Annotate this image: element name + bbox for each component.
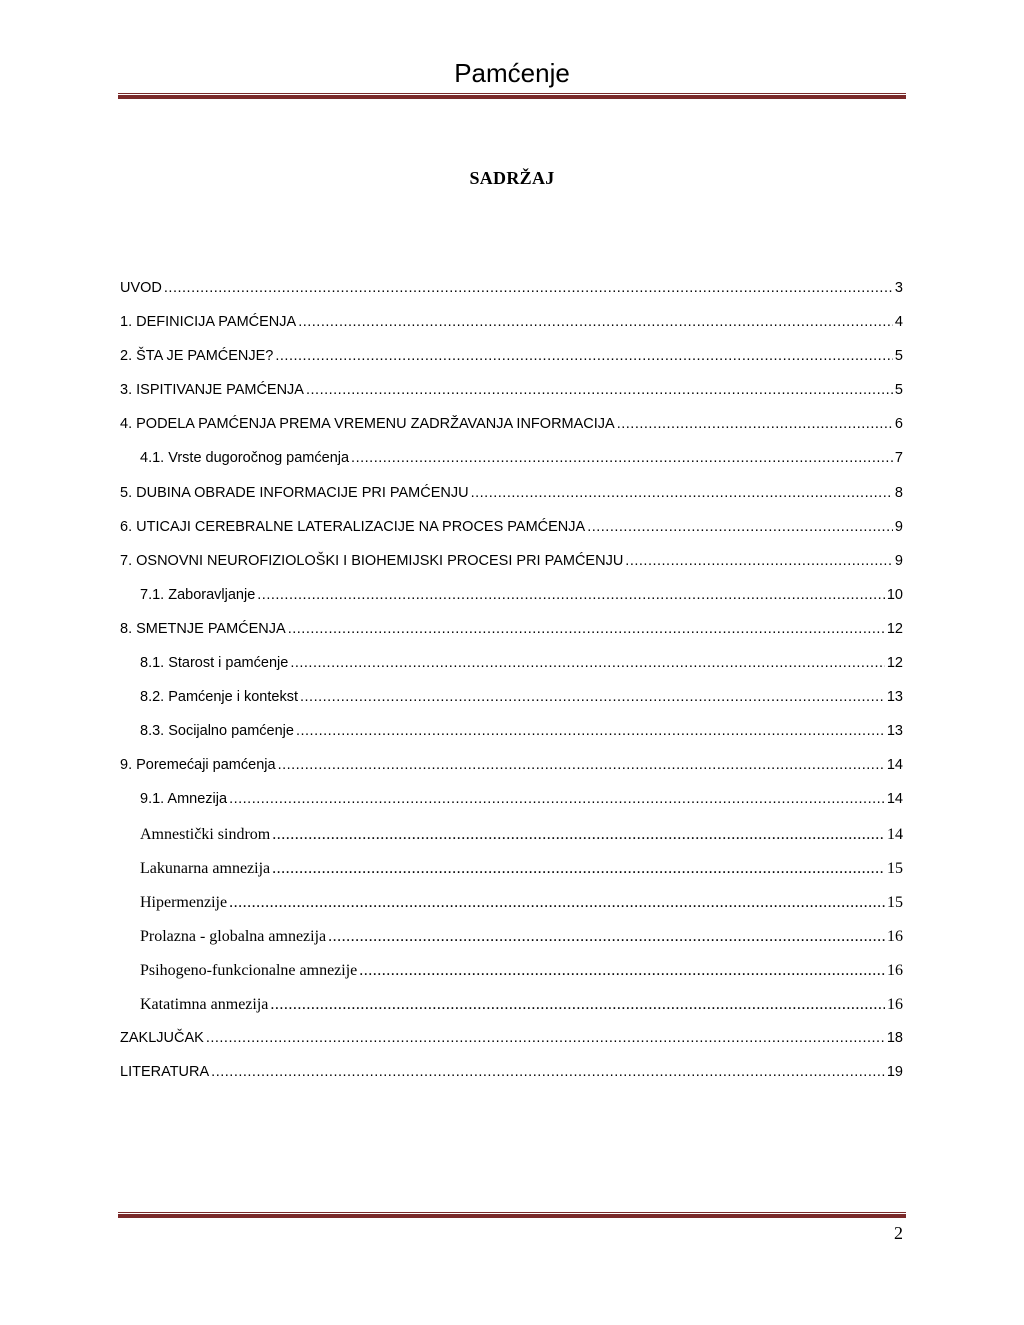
toc-dot-leader xyxy=(306,382,893,398)
footer-rule xyxy=(118,1212,906,1218)
toc-entry[interactable] xyxy=(120,1030,903,1064)
toc-dot-leader xyxy=(617,416,893,432)
toc-entry-label: Hipermenzije xyxy=(140,893,228,911)
toc-entry[interactable] xyxy=(120,450,903,484)
toc-entry-page: 12 xyxy=(886,620,903,637)
toc-entry-label: Psihogeno-funkcionalne amnezije xyxy=(140,961,358,979)
toc-dot-leader xyxy=(206,1030,885,1046)
toc-entry-label: 6. UTICAJI CEREBRALNE LATERALIZACIJE NA PROCES PAMĆENJA xyxy=(120,518,586,535)
toc-dot-leader xyxy=(275,348,893,364)
toc-dot-leader xyxy=(288,621,885,637)
toc-entry[interactable] xyxy=(120,757,903,791)
toc-entry-label: 8.3. Socijalno pamćenje xyxy=(140,723,294,740)
toc-entry-label: 7. OSNOVNI NEUROFIZIOLOŠKI I BIOHEMIJSKI PROCESI PRI PAMĆENJU xyxy=(120,552,624,569)
toc-entry-label: 4.1. Vrste dugoročnog pamćenja xyxy=(140,450,350,467)
toc-entry-page: 5 xyxy=(894,382,903,399)
toc-dot-leader xyxy=(229,791,885,807)
toc-dot-leader xyxy=(328,928,885,946)
toc-heading: SADRŽAJ xyxy=(469,168,555,188)
toc-entry-page: 14 xyxy=(886,757,903,774)
toc-entry-label: Amnestički sindrom xyxy=(140,825,271,843)
table-of-contents xyxy=(120,280,903,1098)
toc-entry[interactable] xyxy=(120,1064,903,1098)
toc-entry[interactable] xyxy=(120,655,903,689)
toc-entry[interactable] xyxy=(120,996,903,1030)
toc-dot-leader xyxy=(257,587,885,603)
toc-entry-label: 3. ISPITIVANJE PAMĆENJA xyxy=(120,382,304,399)
toc-dot-leader xyxy=(359,962,885,980)
toc-entry-label: 8. SMETNJE PAMĆENJA xyxy=(120,620,286,637)
toc-dot-leader xyxy=(272,860,885,878)
toc-entry-page: 15 xyxy=(887,893,903,911)
toc-entry[interactable] xyxy=(120,894,903,928)
toc-dot-leader xyxy=(298,314,893,330)
toc-dot-leader xyxy=(278,757,885,773)
toc-entry-page: 18 xyxy=(886,1030,903,1047)
toc-entry-label: ZAKLJUČAK xyxy=(120,1030,204,1047)
toc-entry-page: 8 xyxy=(894,484,903,501)
toc-entry-label: Katatimna anmezija xyxy=(140,995,269,1013)
toc-entry[interactable] xyxy=(120,621,903,655)
toc-entry-label: LITERATURA xyxy=(120,1064,210,1081)
toc-entry[interactable] xyxy=(120,485,903,519)
toc-entry-page: 15 xyxy=(887,859,903,877)
toc-entry[interactable] xyxy=(120,382,903,416)
running-header-title: Pamćenje xyxy=(454,58,570,88)
toc-entry-page: 16 xyxy=(887,995,903,1013)
toc-dot-leader xyxy=(229,894,885,912)
toc-dot-leader xyxy=(272,826,885,844)
toc-entry-label: 8.2. Pamćenje i kontekst xyxy=(140,689,298,706)
toc-entry-page: 14 xyxy=(886,791,903,808)
toc-entry-page: 4 xyxy=(894,314,903,331)
toc-entry-label: 9. Poremećaji pamćenja xyxy=(120,757,276,774)
toc-dot-leader xyxy=(296,723,885,739)
toc-entry[interactable] xyxy=(120,314,903,348)
toc-entry-label: 8.1. Starost i pamćenje xyxy=(140,655,289,672)
toc-entry-page: 12 xyxy=(886,655,903,672)
toc-entry-label: 5. DUBINA OBRADE INFORMACIJE PRI PAMĆENJU xyxy=(120,484,469,501)
toc-entry[interactable] xyxy=(120,553,903,587)
toc-dot-leader xyxy=(164,280,893,296)
toc-entry-page: 13 xyxy=(886,723,903,740)
toc-entry-page: 16 xyxy=(887,961,903,979)
toc-entry[interactable] xyxy=(120,519,903,553)
toc-entry-label: Lakunarna amnezija xyxy=(140,859,271,877)
toc-entry[interactable] xyxy=(120,587,903,621)
toc-entry[interactable] xyxy=(120,826,903,860)
toc-entry-label: UVOD xyxy=(120,280,162,296)
toc-entry[interactable] xyxy=(120,860,903,894)
toc-entry-label: 7.1. Zaboravljanje xyxy=(140,586,256,603)
toc-dot-leader xyxy=(471,485,893,501)
toc-entry-label: 9.1. Amnezija xyxy=(140,791,228,808)
toc-dot-leader xyxy=(625,553,893,569)
toc-entry[interactable] xyxy=(120,416,903,450)
toc-entry-page: 14 xyxy=(887,825,903,843)
toc-entry-page: 5 xyxy=(894,348,903,365)
toc-entry-page: 19 xyxy=(886,1064,903,1081)
toc-entry-page: 9 xyxy=(894,552,903,569)
toc-entry[interactable] xyxy=(120,928,903,962)
toc-entry-page: 16 xyxy=(887,927,903,945)
header-rule xyxy=(118,93,906,99)
toc-dot-leader xyxy=(351,450,893,466)
toc-entry-page: 7 xyxy=(894,450,903,467)
toc-entry-page: 6 xyxy=(894,416,903,433)
toc-entry-page: 10 xyxy=(886,586,903,603)
toc-dot-leader xyxy=(270,996,885,1014)
toc-entry-label: 1. DEFINICIJA PAMĆENJA xyxy=(120,314,297,331)
toc-entry[interactable] xyxy=(120,791,903,825)
toc-entry[interactable] xyxy=(120,723,903,757)
toc-dot-leader xyxy=(211,1064,885,1080)
toc-entry-label: Prolazna - globalna amnezija xyxy=(140,927,327,945)
toc-entry-page: 9 xyxy=(894,518,903,535)
toc-entry[interactable] xyxy=(120,689,903,723)
toc-entry-label: 2. ŠTA JE PAMĆENJE? xyxy=(120,348,274,365)
toc-entry-label: 4. PODELA PAMĆENJA PREMA VREMENU ZADRŽAVANJA INFORMACIJA xyxy=(120,416,615,433)
toc-dot-leader xyxy=(300,689,885,705)
toc-entry[interactable] xyxy=(120,348,903,382)
toc-entry[interactable] xyxy=(120,280,903,314)
toc-dot-leader xyxy=(587,519,893,535)
toc-dot-leader xyxy=(290,655,885,671)
toc-entry[interactable] xyxy=(120,962,903,996)
toc-entry-page: 3 xyxy=(894,280,903,296)
toc-entry-page: 13 xyxy=(886,689,903,706)
page-number: 2 xyxy=(894,1223,903,1243)
